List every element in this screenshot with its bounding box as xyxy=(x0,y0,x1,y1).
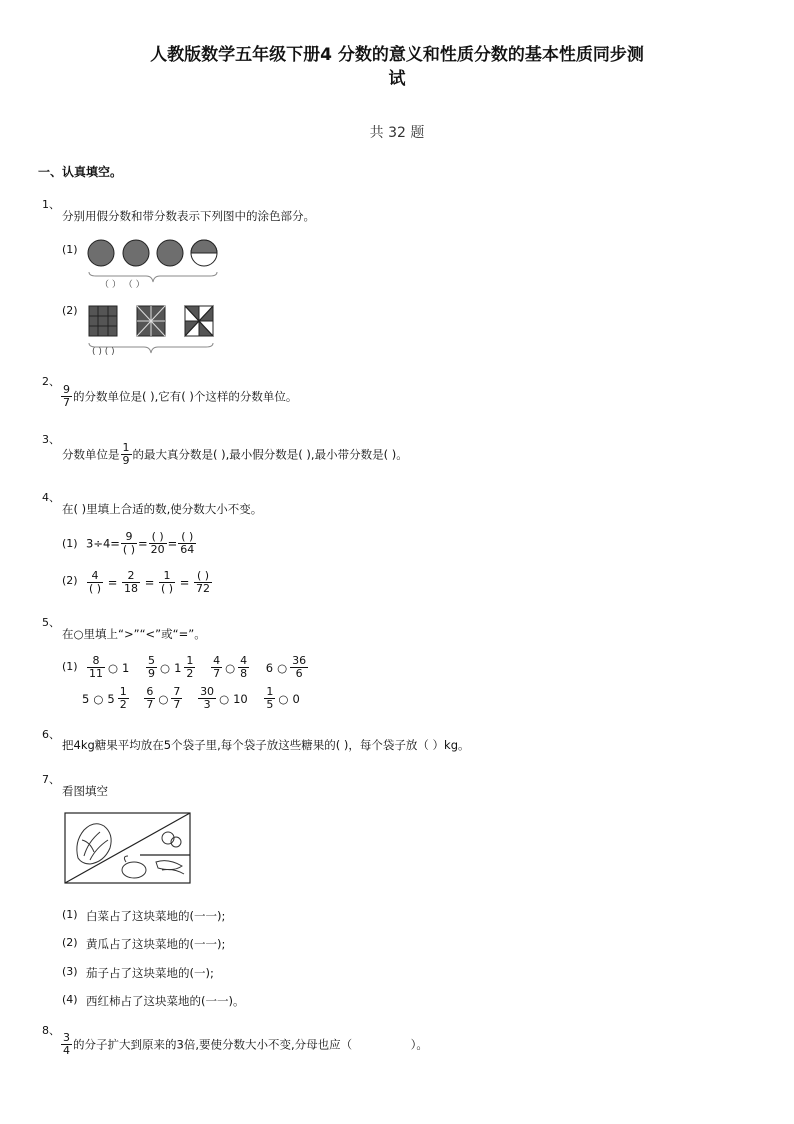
vegetable-garden-figure xyxy=(64,812,192,884)
shaded-square xyxy=(89,306,117,336)
page-title-line2: 试 xyxy=(388,69,406,89)
compare-item: $\frac{4}{7}$ ○ $\frac{4}{8}$ xyxy=(213,654,248,680)
page-title-line1: 人教版数学五年级下册4 分数的意义和性质分数的基本性质同步测 xyxy=(150,45,644,65)
question-text: 茄子占了这块菜地的(一); xyxy=(86,966,214,980)
question-number: 8、 xyxy=(42,1024,60,1037)
compare-row xyxy=(80,686,312,711)
question-text: 西红柿占了这块菜地的(一一)。 xyxy=(86,994,245,1008)
brace-blanks: （ ） （ ） xyxy=(100,280,145,290)
question-text: 白菜占了这块菜地的(一一); xyxy=(86,909,226,923)
fraction: $\frac{9}{7}$ xyxy=(63,383,70,409)
question-number: 6、 xyxy=(42,728,60,741)
question-number: 5、 xyxy=(42,616,60,629)
question-line xyxy=(60,384,297,409)
compare-item: $\frac{8}{11}$ ○ 1 xyxy=(89,654,130,680)
shaded-circle xyxy=(123,240,149,266)
compare-item: 5 ○ 5 $\frac{1}{2}$ xyxy=(82,685,127,711)
question-number: 4、 xyxy=(42,491,60,504)
fraction: $\frac{( )}{20}$ xyxy=(150,530,165,556)
question-text: 的分数单位是( ),它有( )个这样的分数单位。 xyxy=(73,389,298,404)
sub-label: (2) xyxy=(62,936,78,949)
equation-row: 3÷4= $\frac{9}{( )}$ = $\frac{( )}{20}$ = $\frac{( )}{64}$ xyxy=(86,530,195,556)
question-text: 在○里填上“>”“<”或“=”。 xyxy=(62,627,206,641)
question-text: 分别用假分数和带分数表示下列图中的涂色部分。 xyxy=(62,209,315,223)
shaded-circle xyxy=(88,240,114,266)
sub-label: (2) xyxy=(62,304,78,317)
question-text: 黄瓜占了这块菜地的(一一); xyxy=(86,937,226,951)
equation-row: $\frac{4}{( )}$ = $\frac{2}{18}$ = $\frac{1}{( )}$ = $\frac{( )}{72}$ xyxy=(89,569,211,595)
fraction: $\frac{( )}{72}$ xyxy=(196,569,211,595)
question-line: 分数单位是 $\frac{1}{9}$ 的最大真分数是( ),最小假分数是( ),最小带分数是( )。 xyxy=(62,441,408,467)
question-text: 在( )里填上合适的数,使分数大小不变。 xyxy=(62,502,263,516)
question-text: 的分子扩大到原来的3倍,要使分数大小不变,分母也应（ ）。 xyxy=(73,1037,428,1052)
question-text: 把4kg糖果平均放在5个袋子里,每个袋子放这些糖果的( )，每个袋子放（ ）kg。 xyxy=(62,738,470,752)
question-text: 看图填空 xyxy=(62,784,108,798)
brace-blanks: ( ) ( ) xyxy=(92,347,115,357)
compare-item: $\frac{5}{9}$ ○ 1 $\frac{1}{2}$ xyxy=(148,654,194,680)
fraction: $\frac{2}{18}$ xyxy=(124,569,139,595)
compare-row xyxy=(86,655,319,680)
fraction: $\frac{( )}{64}$ xyxy=(180,530,195,556)
compare-item: 6 ○ $\frac{36}{6}$ xyxy=(265,654,307,680)
question-count: 共 32 题 xyxy=(369,125,425,141)
question-number: 3、 xyxy=(42,433,60,446)
sub-label: (1) xyxy=(62,243,78,256)
compare-item: $\frac{1}{5}$ ○ 0 xyxy=(266,685,300,711)
question-number: 2、 xyxy=(42,375,60,388)
fraction: $\frac{9}{( )}$ xyxy=(122,530,135,556)
sub-label: (1) xyxy=(62,660,78,673)
shaded-circle xyxy=(157,240,183,266)
compare-item: $\frac{30}{3}$ ○ 10 xyxy=(200,685,248,711)
sub-label: (3) xyxy=(62,965,78,978)
section-heading: 一、认真填空。 xyxy=(38,165,123,179)
fraction: $\frac{1}{( )}$ xyxy=(161,569,174,595)
sub-label: (4) xyxy=(62,993,78,1006)
sub-label: (1) xyxy=(62,908,78,921)
question-number: 1、 xyxy=(42,198,60,211)
question-line xyxy=(60,1032,428,1057)
sub-label: (1) xyxy=(62,537,78,550)
fraction: $\frac{3}{4}$ xyxy=(63,1031,70,1057)
question-number: 7、 xyxy=(42,773,60,786)
compare-item: $\frac{6}{7}$ ○ $\frac{7}{7}$ xyxy=(146,685,181,711)
sub-label: (2) xyxy=(62,574,78,587)
fraction: $\frac{1}{9}$ xyxy=(122,441,130,467)
fraction: $\frac{4}{( )}$ xyxy=(89,569,102,595)
question-text: 的最大真分数是( ),最小假分数是( ),最小带分数是( )。 xyxy=(132,447,408,462)
